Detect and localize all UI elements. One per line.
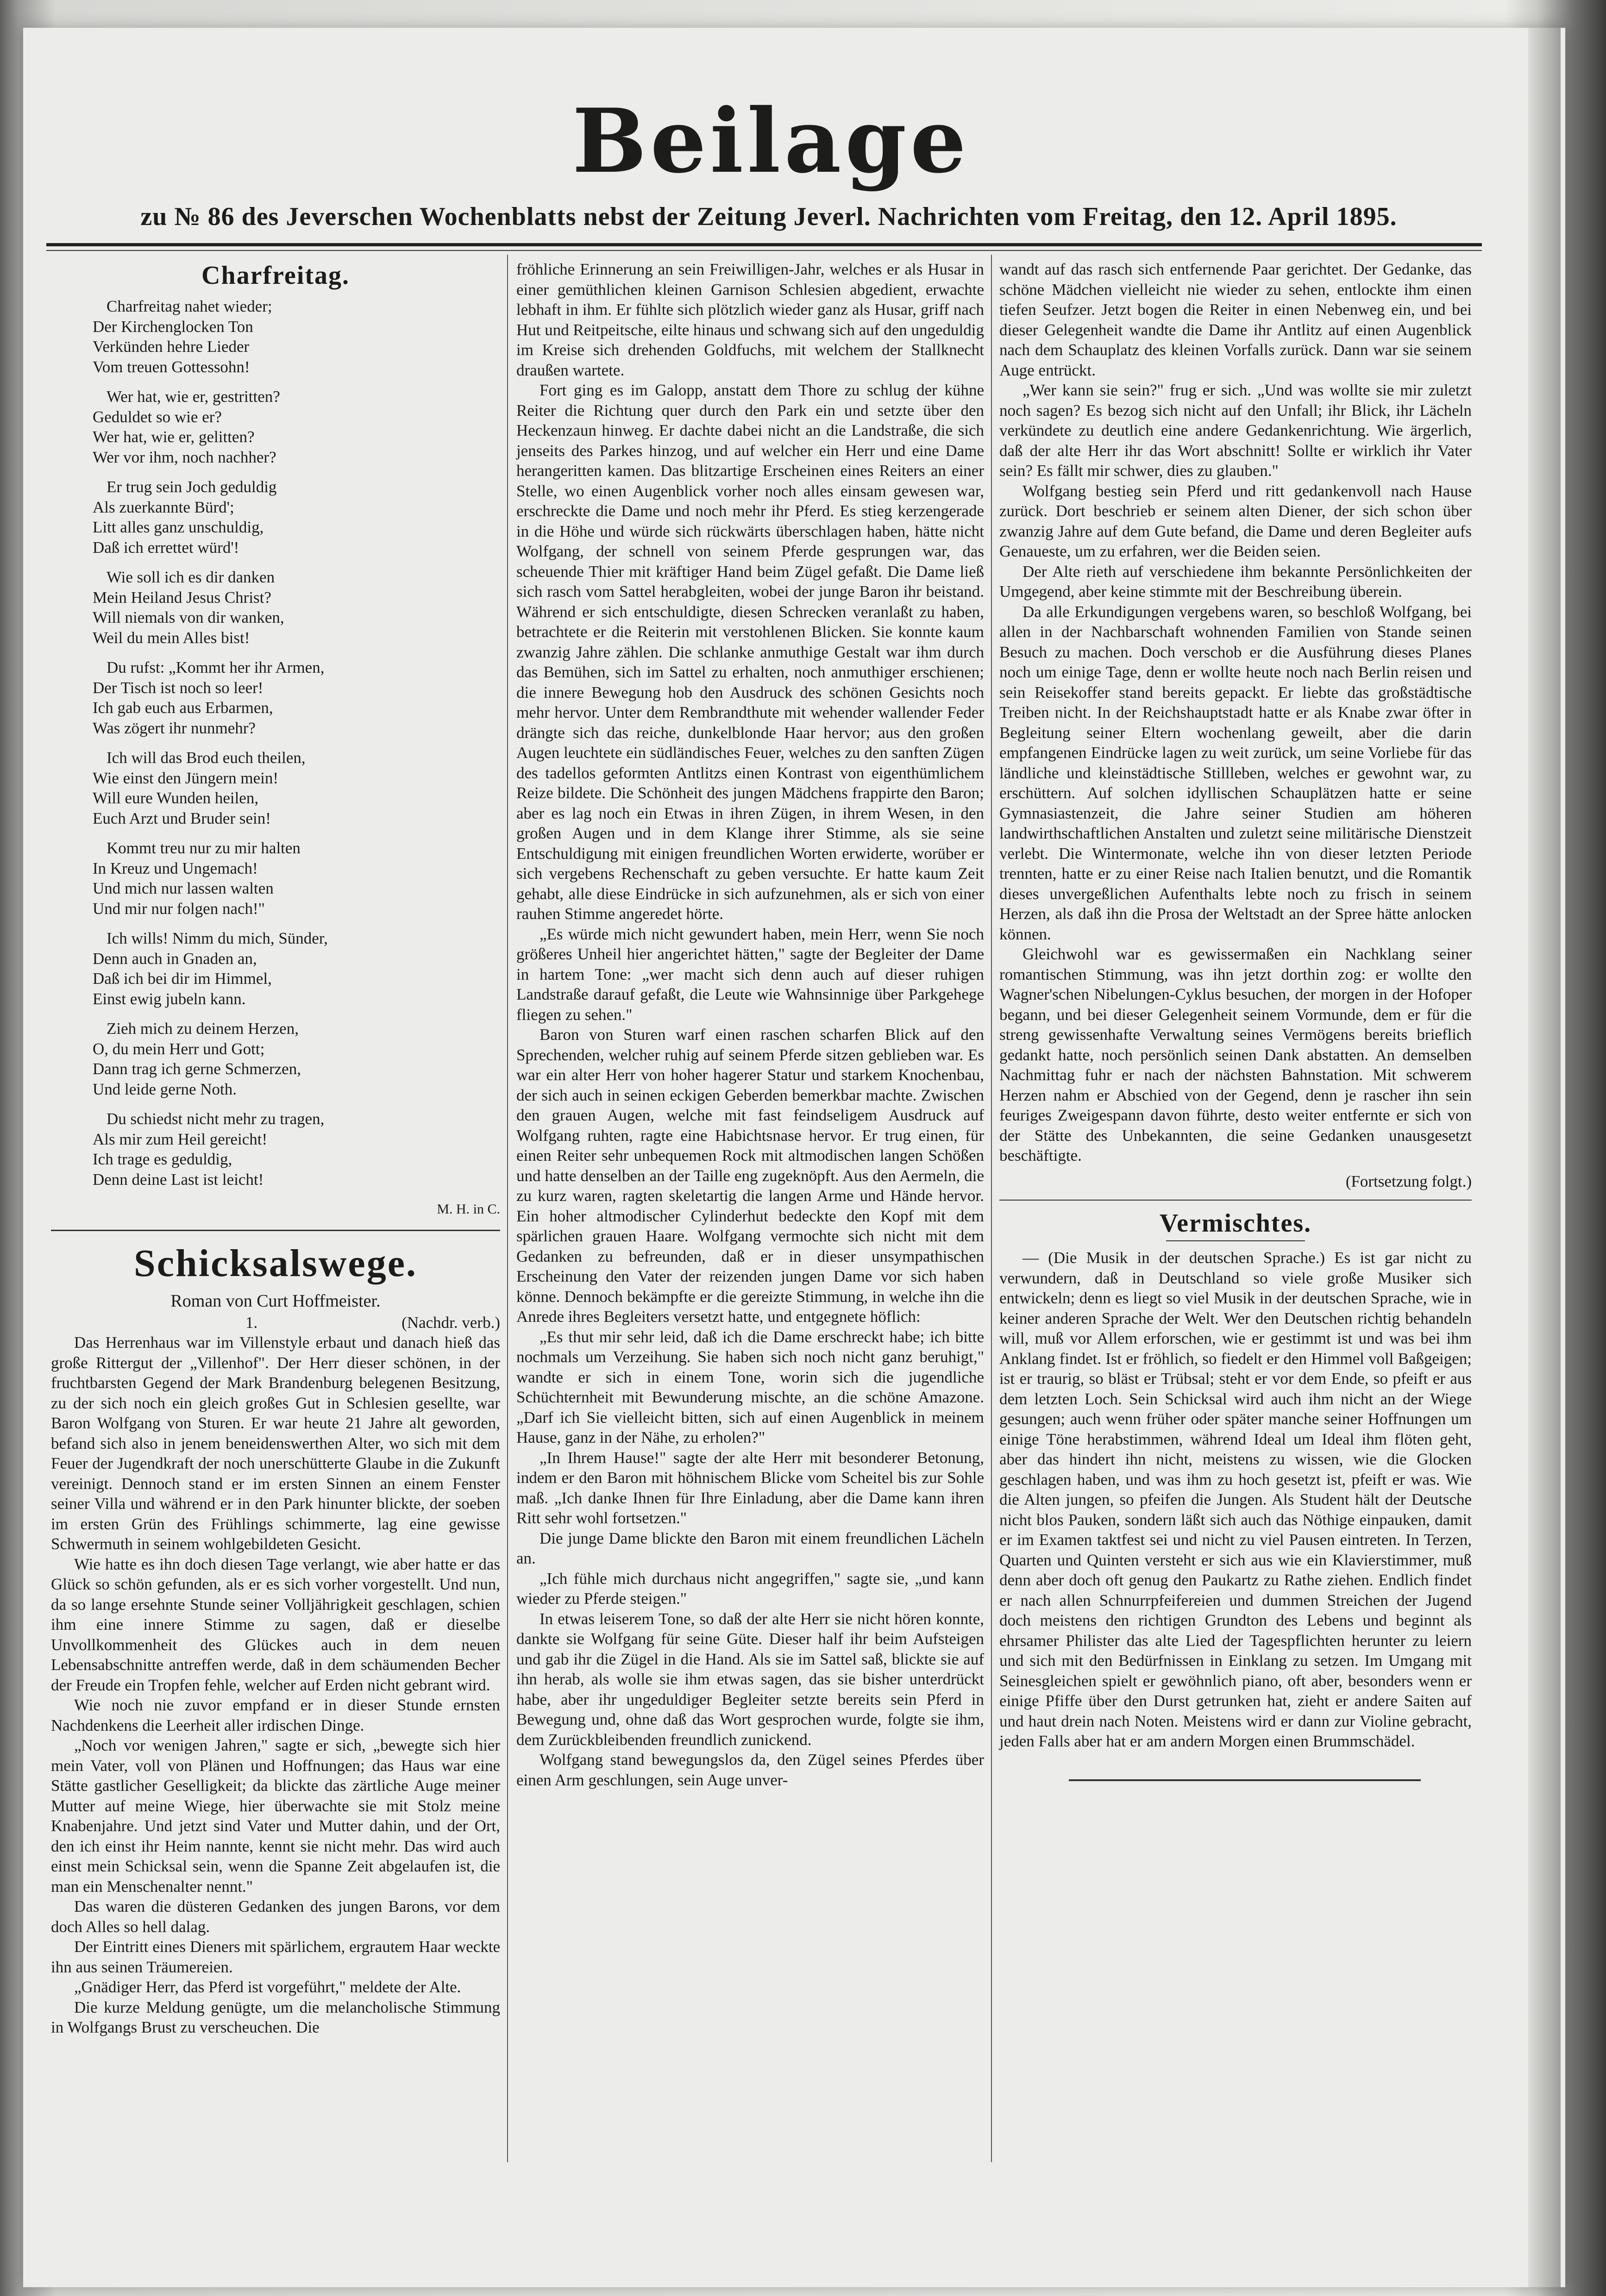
masthead-title: Beilage — [572, 89, 970, 193]
column-3 — [999, 259, 1472, 1781]
novel-text-col3 — [999, 259, 1472, 1166]
paragraph: „Noch vor wenigen Jahren," sagte er sich, „bewegte sich hier mein Vater, voll von Plänen und Hoffnungen; das Haus war eine Stätte gastlicher Geselligkeit; da blickte das zärtliche Auge meiner Mutter auf meine Wiege, hier überwachte sie mit Stolz meine Knabenjahre. Und jetzt sind Vater und Mutter dahin, und der Ort, den ich einst ihr Heim nannte, kennt sie nicht mehr. Das wird auch einst mein Schicksal sein, wenn die Spanne Zeit abgelaufen ist, die man ein Menschenalter nennt." — [51, 1736, 500, 1896]
header-rule-thin — [46, 250, 1482, 251]
poem-line: Du rufst: „Kommt her ihr Armen, — [107, 658, 325, 676]
chapter-number: 1. — [245, 1313, 258, 1332]
poem-line: Als mir zum Heil gereicht! — [93, 1130, 268, 1148]
section-divider — [51, 1230, 500, 1231]
paragraph: Das Herrenhaus war im Villenstyle erbaut und danach hieß das große Rittergut der „Villenhof". Der Herr dieser schönen, in der fruchtbarsten Gegend der Mark Brandenburg belegenen Besitzung, zu der sich noch ein gleich großes Gut in Schlesien gesellte, war Baron Wolfgang von Sturen. Er war heute 21 Jahre alt geworden, befand sich also in jenem beneidenswerthen Alter, wo sich mit dem Feuer der Jugendkraft der noch unerschütterte Glaube in die Zukunft vereinigt. Dennoch stand er im ersten Sinnen an einem Fenster seiner Villa und während er in den Park hinunter blickte, der soeben im ersten Grün des Frühlings schimmerte, lag eine gewisse Schwermuth in seinem wohlgebildeten Gesicht. — [51, 1333, 500, 1553]
paragraph: „Es würde mich nicht gewundert haben, mein Herr, wenn Sie noch größeres Unheil hier angerichtet hätten," sagte der Begleiter der Dame in hartem Tone: „wer macht sich denn auch auf dieser ruhigen Landstraße darauf gefaßt, die Leute wie Wahnsinnige über Parkgehege fliegen zu sehen." — [516, 925, 984, 1024]
poem-line: Was zögert ihr nunmehr? — [93, 719, 256, 737]
paragraph: Wie hatte es ihn doch diesen Tage verlangt, wie aber hatte er das Glück so schön gefunden, als er es sich vorher vorgestellt. Und nun, da so lange ersehnte Stunde seiner Volljährigkeit geschlagen, schien ihm eine innere Stimme zu sagen, daß er dieselbe Unvollkommenheit des Glückes auch in dem neuen Lebensabschnitte antreffen werde, daß in dem schäumenden Becher der Freude ein Tropfen fehle, welcher auf Erden nicht gebrant wird. — [51, 1555, 500, 1694]
poem-line: Er trug sein Joch geduldig — [107, 478, 277, 496]
novel-text-col1 — [51, 1333, 500, 2038]
page-edge — [1528, 28, 1561, 2287]
poem-line: Daß ich errettet würd'! — [93, 538, 239, 557]
poem-line: Litt alles ganz unschuldig, — [93, 518, 264, 536]
poem-stanza — [93, 657, 500, 738]
poem-line: Wer hat, wie er, gelitten? — [93, 428, 255, 446]
paragraph: „Es thut mir sehr leid, daß ich die Dame erschreckt habe; ich bitte nochmals um Verzeihung. Sie haben sich noch nicht ganz beruhigt," wandte er sich in einem Tone, worin sich die jugendliche Schüchternheit mit Bewunderung mischte, an die schöne Amazone. „Darf ich Sie vielleicht bitten, sich auf einen Augenblick in meinem Hause, ganz in der Nähe, zu erholen?" — [516, 1327, 984, 1446]
poem-title: Charfreitag. — [201, 261, 350, 290]
misc-text — [999, 1248, 1472, 1752]
poem-line: Ich trage es geduldig, — [93, 1150, 232, 1168]
poem-body — [51, 296, 500, 1189]
poem-line: Du schiedst nicht mehr zu tragen, — [107, 1110, 325, 1128]
poem-line: Und leide gerne Noth. — [93, 1080, 237, 1098]
column-1 — [51, 259, 500, 2038]
paragraph: Gleichwohl war es gewissermaßen ein Nachklang seiner romantischen Stimmung, was ihn jetzt dorthin zog: er wollte den Wagner'schen Nibelungen-Cyklus besuchen, der morgen in der Hofoper begann, und bei dieser Gelegenheit seinem Vormunde, dem er für die streng gewissenhafte Verwaltung seines Vermögens bereits brieflich gedankt hatte, noch persönlich seinen Dank abstatten. An demselben Nachmittag fuhr er nach der nächsten Bahnstation. Mit schwerem Herzen nahm er Abschied von der Gegend, denn je rascher ihn sein feuriges Zweigespann davon führte, desto weiter entfernte er sich von der Stätte des Unbekannten, die seine Gedanken unausgesetzt beschäftigte. — [999, 945, 1472, 1164]
poem-stanza — [93, 928, 500, 1009]
poem-stanza — [93, 567, 500, 648]
poem-line: Dann trag ich gerne Schmerzen, — [93, 1060, 301, 1078]
paragraph: Wie noch nie zuvor empfand er in dieser Stunde ernsten Nachdenkens die Leerheit aller irdischen Dinge. — [51, 1696, 500, 1734]
poem-line: Wer vor ihm, noch nachher? — [93, 448, 276, 466]
poem-line: Ich will das Brod euch theilen, — [107, 749, 306, 767]
paragraph: Der Alte rieth auf verschiedene ihm bekannte Persönlichkeiten der Umgegend, aber keine stimmte mit der Beschreibung überein. — [999, 562, 1472, 601]
poem-line: Euch Arzt und Bruder sein! — [93, 809, 271, 827]
paragraph: Da alle Erkundigungen vergebens waren, so beschloß Wolfgang, bei allen in der Nachbarschaft wohnenden Familien von Stande seinen Besuch zu machen. Doch verschob er die Ausführung dieses Planes noch um einige Tage, denn er wollte heute noch nach Berlin reisen und sein Reisekoffer stand bereits gepackt. Er liebte das großstädtische Treiben nicht. In der Reichshauptstadt hatte er als Knabe zwar öfter in Begleitung seiner Eltern wochenlang geweilt, aber die darin empfangenen Eindrücke lagen zu weit zurück, um seine Vorliebe für das ländliche und kleinstädtische Stillleben, welches er gewohnt war, zu erschüttern. Auf solchen idyllischen Schauplätzen hatte er seine Gymnasiastenzeit, die Jahre seiner Studien am höheren landwirthschaftlichen Anstalten und zuletzt seine militärische Dienstzeit verlebt. Die Wintermonate, welche ihn von dieser letzten Periode trennten, hatte er zu einer Reise nach Italien benutzt, und die Romantik dieses unvergeßlichen Aufenthalts lebte noch zu frisch in seinem Herzen, als daß ihn die Prosa der Weltstadt an der Spree hätte anlocken können. — [999, 602, 1472, 943]
poem-line: Weil du mein Alles bist! — [93, 628, 250, 647]
poem-stanza — [93, 477, 500, 557]
paragraph: „Wer kann sie sein?" frug er sich. „Und was wollte sie mir zuletzt noch sagen? Es bezog sich nicht auf den Unfall; ihr Blick, ihr Lächeln verkündete zu deutlich eine andere Gedankenrichtung. Wie ärgerlich, daß der alte Herr ihr das Wort abschnitt! Sollte er wirklich ihr Vater sein? Es fällt mir schwer, dies zu glauben." — [999, 381, 1472, 480]
title-underline — [1166, 1240, 1305, 1241]
poem-line: Will niemals von dir wanken, — [93, 608, 284, 626]
column-divider — [507, 255, 508, 2162]
poem-line: Ich wills! Nimm du mich, Sünder, — [107, 929, 328, 947]
poem-line: Als zuerkannte Bürd'; — [93, 498, 234, 516]
poem-line: Kommt treu nur zu mir halten — [107, 839, 301, 857]
poem-stanza — [93, 838, 500, 919]
poem-line: O, du mein Herr und Gott; — [93, 1039, 265, 1058]
column-2 — [516, 259, 984, 1790]
paragraph: Wolfgang bestieg sein Pferd und ritt gedankenvoll nach Hause zurück. Dort beschrieb er seinem alten Diener, der sich schon über zwanzig Jahre auf dem Gute befand, die Dame und deren Begleiter aufs Genaueste, um zu erfahren, wer die Beiden seien. — [999, 482, 1472, 560]
continuation-note: (Fortsetzung folgt.) — [1345, 1172, 1472, 1190]
paragraph: „In Ihrem Hause!" sagte der alte Herr mit besonderer Betonung, indem er den Baron mit höhnischem Blicke vom Scheitel bis zur Sohle maß. „Ich danke Ihnen für Ihre Einladung, aber die Dame kann ihren Ritt sehr wohl fortsetzen." — [516, 1448, 984, 1527]
poem-line: Daß ich bei dir im Himmel, — [93, 970, 272, 988]
poem-line: Und mir nur folgen nach!" — [93, 899, 265, 918]
poem-line: Will eure Wunden heilen, — [93, 789, 259, 807]
issue-line: zu № 86 des Jeverschen Wochenblatts nebst der Zeitung Jeverl. Nachrichten vom Freitag, den 12. April 1895. — [140, 202, 1397, 231]
column-divider — [991, 255, 992, 2162]
paragraph: Wolfgang stand bewegungslos da, den Zügel seines Pferdes über einen Arm geschlungen, sein Auge unver- — [516, 1751, 984, 1789]
chapter-line — [51, 1313, 500, 1333]
paragraph: Das waren die düsteren Gedanken des jungen Barons, vor dem doch Alles so hell dalag. — [51, 1897, 500, 1936]
paragraph: „Gnädiger Herr, das Pferd ist vorgeführt," meldete der Alte. — [74, 1978, 461, 1996]
poem-line: Verkünden hehre Lieder — [93, 338, 250, 356]
end-rule — [1069, 1779, 1421, 1781]
paragraph: fröhliche Erinnerung an sein Freiwilligen-Jahr, welches er als Husar in einer gemüthlichen kleinen Garnison Schlesien abgedient, erwachte lebhaft in ihm. Er fühlte sich plötzlich wieder ganz als Husar, griff nach Hut und Reitpeitsche, eilte hinaus und schwang sich auf den ungeduldig im Kreise sich drehenden Goldfuchs, mit welchem der Stallknecht draußen wartete. — [516, 260, 984, 379]
poem-line: Wie soll ich es dir danken — [107, 568, 275, 586]
poem-line: Wer hat, wie er, gestritten? — [107, 388, 280, 406]
header-rule — [46, 243, 1482, 246]
novel-title: Schicksalswege. — [134, 1241, 417, 1285]
paragraph: In etwas leiserem Tone, so daß der alte Herr sie nicht hören konnte, dankte sie Wolfgang für seine Güte. Dieser half ihr beim Aufsteigen und gab ihr die Zügel in die Hand. Als sie im Sattel saß, blickte sie auf ihn herab, als wolle sie ihm etwas sagen, das sie bisher unterdrückt habe, aber ihr ungeduldiger Begleiter setzte bereits sein Pferd in Bewegung und, ohne daß das Wort gesprochen wurde, folgte sie ihm, dem Zurückbleibenden freundlich zunickend. — [516, 1609, 984, 1749]
novel-text-col2 — [516, 259, 984, 1790]
poem-stanza — [93, 296, 500, 377]
poem-line: Mein Heiland Jesus Christ? — [93, 588, 271, 607]
poem-line: Der Tisch ist noch so leer! — [93, 678, 263, 697]
poem-stanza — [93, 387, 500, 467]
poem-stanza — [93, 1109, 500, 1189]
poem-line: Geduldet so wie er? — [93, 407, 222, 426]
misc-title: Vermischtes. — [1159, 1209, 1312, 1238]
paragraph: Baron von Sturen warf einen raschen scharfen Blick auf den Sprechenden, welcher ruhig auf seinem Pferde sitzen geblieben war. Es war ein alter Herr von hoher hagerer Statur und starkem Knochenbau, der sich auch in seinen eckigen Geberden bemerkbar machte. Zwischen den grauen Augen, welche mit fast feindseligem Ausdruck auf Wolfgang ruhten, ragte eine Habichtsnase hervor. Er trug einen, für einen Reiter sehr unbequemen Rock mit altmodischen langen Schößen und hatte denselben an der Taille eng zugeknöpft. Aus den Aermeln, die zu kurz waren, ragten skeletartig die langen Arme und Hände hervor. Ein hoher altmodischer Cylinderhut bedeckte den Kopf mit dem spärlichen grauen Haare. Wolfgang vermochte sich nicht mit dem Gedanken zu befreunden, daß er in dieser unsympathischen Erscheinung den Vater der reizenden jungen Dame vor sich haben könne. Dennoch bekämpfte er die gereizte Stimmung, in welche ihn die Anrede ihres Begleiters versetzt hatte, und entgegnete höflich: — [516, 1026, 984, 1326]
poem-line: Der Kirchenglocken Ton — [93, 317, 253, 336]
paragraph: Der Eintritt eines Dieners mit spärlichem, ergrautem Haar weckte ihn aus seinen Träumereien. — [51, 1938, 500, 1976]
reprint-note: (Nachdr. verb.) — [402, 1313, 500, 1332]
paragraph: Die junge Dame blickte den Baron mit einem freundlichen Lächeln an. — [516, 1529, 984, 1567]
poem-line: In Kreuz und Ungemach! — [93, 859, 258, 877]
paragraph: „Ich fühle mich durchaus nicht angegriffen," sagte sie, „und kann wieder zu Pferde steigen." — [516, 1569, 984, 1608]
poem-stanza — [93, 748, 500, 828]
poem-signature: M. H. in C. — [437, 1201, 500, 1217]
poem-line: Denn auch in Gnaden an, — [93, 949, 257, 968]
poem-line: Und mich nur lassen walten — [93, 879, 274, 897]
paragraph: wandt auf das rasch sich entfernende Paar gerichtet. Der Gedanke, das schöne Mädchen vielleicht nie wieder zu sehen, entlockte ihm einen tiefen Seufzer. Jetzt bogen die Reiter in einen Nebenweg ein, und bei dieser Gelegenheit wandte die Dame ihr Antlitz auf einen Augenblick nach dem Schauplatz des kleinen Vorfalls zurück. Dann war sie seinem Auge entrückt. — [999, 260, 1472, 379]
poem-line: Wie einst den Jüngern mein! — [93, 769, 278, 787]
novel-byline: Roman von Curt Hoffmeister. — [170, 1291, 381, 1311]
paragraph: — (Die Musik in der deutschen Sprache.) Es ist gar nicht zu verwundern, daß in Deutschland so viele große Musiker sich entwickeln; denn es liegt so viel Musik in der deutschen Sprache, wie in keiner anderen Sprache der Welt. Wer den Deutschen richtig behandeln will, muß vor Allem erforschen, wie er gestimmt ist und was bei ihm Anklang findet. Ist er fröhlich, so fiedelt er den Himmel voll Baßgeigen; ist er traurig, so bläst er Trübsal; steht er vor dem Ende, so pfeift er aus dem letzten Loch. Sein Schicksal wird auch ihm nicht an der Wiege gesungen; auch wenn früher oder später manche seiner Hoffnungen um einige Töne herabstimmen, während Ideal um Ideal ihm flöten geht, aber das hindert ihn nicht, meistens zu wissen, wie die Glocken geschlagen haben, und was ihm zu hoch gesetzt ist, pfeift er was. Wie die Alten jungen, so pfeifen die Jungen. Als Student hält der Deutsche nicht blos Pauken, sondern läßt sich auch das Nöthige einpauken, damit er im Examen taktfest sei und nicht zu viel Pausen eintreten. In Terzen, Quarten und Quinten versteht er sich aus wie ein Klavierstimmer, muß denn aber doch oft genug den Paukartz zu Rathe ziehen. Endlich findet er nach allen Schnurrpfeifereien und dummen Streichen der Jugend doch meistens den richtigen Grundton des Lebens und beginnt als ehrsamer Philister das alte Lied der Tagespflichten herunter zu leiern und sich mit den Bedürfnissen in Einklang zu setzen. Im Umgang mit Seinesgleichen spielt er gewöhnlich piano, oft aber, besonders wenn er einige Pfiffe über den Durst getrunken hat, zieht er andere Saiten auf und haut drein nach Noten. Meistens wird er dann zur Violine gebracht, jeden Falls aber hat er am andern Morgen einen Brummschädel. — [999, 1249, 1472, 1750]
poem-line: Denn deine Last ist leicht! — [93, 1170, 264, 1189]
poem-line: Einst ewig jubeln kann. — [93, 989, 246, 1008]
poem-stanza — [93, 1019, 500, 1099]
paragraph: Die kurze Meldung genügte, um die melancholische Stimmung in Wolfgangs Brust zu verscheuchen. Die — [51, 1998, 500, 2036]
paragraph: Fort ging es im Galopp, anstatt dem Thore zu schlug der kühne Reiter die Richtung quer durch den Park ein und setzte über den Heckenzaun hinweg. Er dachte dabei nicht an die Landstraße, die sich jenseits des Parkes hinzog, und auf welcher ein Herr und eine Dame herangeritten kamen. Das blitzartige Erscheinen eines Reiters an einer Stelle, wo einen Augenblick vorher noch alles einsam gewesen war, erschreckte die Dame und noch mehr ihr Pferd. Es stieg kerzengerade in die Höhe und würde sich rückwärts überschlagen haben, hätte nicht Wolfgang, der schnell von seinem Pferde gesprungen war, das scheuende Thier mit kräftiger Hand beim Zügel gefaßt. Die Dame ließ sich rasch vom Sattel herabgleiten, wobei der junge Baron ihr beistand. Während er sich entschuldigte, diesen Schrecken veranlaßt zu haben, betrachtete er die Reiterin mit verstohlenen Blicken. Sie konnte kaum zwanzig Jahre zählen. Die schlanke anmuthige Gestalt war ihm durch das Bemühen, sich im Sattel zu erhalten, noch anmuthiger erschienen; die innere Bewegung hob den Ausdruck des schönen Gesichts noch mehr hervor. Unter dem Rembrandthute mit wehender wallender Feder drängte sich das reiche, dunkelblonde Haar hervor; aus den großen Augen leuchtete ein südländisches Feuer, welches zu den sanften Zügen des tadellos geformten Antlitzs einen Kontrast von eigenthümlichem Reize bildete. Die Schönheit des jungen Mädchens frappirte den Baron; aber es lag noch ein Etwas in ihren Zügen, in ihrem Wesen, in den großen Augen und in dem Klange ihrer Stimme, als sie seine Entschuldigung mit einigen freundlichen Worten erwiderte, worüber er sich vergebens Rechenschaft zu geben versuchte. Er hatte kaum Zeit gehabt, alle diese Eindrücke in sich aufzunehmen, als er sich von einer rauhen Stimme angeredet hörte. — [516, 381, 984, 923]
poem-line: Zieh mich zu deinem Herzen, — [107, 1020, 299, 1038]
poem-line: Ich gab euch aus Erbarmen, — [93, 699, 273, 717]
poem-line: Vom treuen Gottessohn! — [93, 357, 250, 376]
section-divider — [999, 1200, 1472, 1201]
poem-line: Charfreitag nahet wieder; — [107, 297, 272, 315]
